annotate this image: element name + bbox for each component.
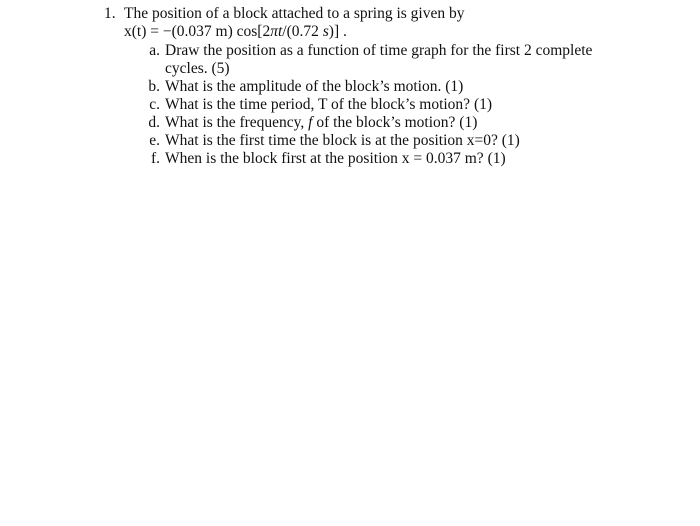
equation-lhs: x(t) = — [124, 23, 163, 40]
item-d-text-a: What is the frequency, — [165, 114, 309, 131]
item-e-text: What is the first time the block is at the position x=0? (1) — [165, 132, 520, 149]
item-d-letter: d. — [148, 114, 160, 131]
item-a-text-line2: cycles. (5) — [165, 60, 230, 77]
equation-pi-t: πt — [270, 23, 283, 40]
item-d-frequency-symbol: f — [308, 114, 313, 131]
position-equation — [124, 23, 347, 41]
question-text: The position of a block attached to a spring is given by — [124, 5, 465, 22]
item-f-letter: f. — [150, 150, 160, 167]
question-number: 1. — [104, 5, 116, 22]
equation-seconds: s — [322, 23, 329, 40]
item-a-text-line1: Draw the position as a function of time graph for the first 2 complete — [165, 42, 593, 59]
item-c-text: What is the time period, T of the block’s motion? (1) — [165, 96, 493, 113]
item-f-text: When is the block first at the position x = 0.037 m? (1) — [165, 150, 506, 167]
item-b-letter: b. — [148, 78, 160, 95]
equation-rhs-part-a: −(0.037 m) cos[2 — [162, 23, 271, 40]
item-a-letter: a. — [149, 42, 160, 59]
item-d-text-b: of the block’s motion? (1) — [312, 114, 478, 131]
item-d-text — [165, 114, 477, 132]
item-e-letter: e. — [149, 132, 160, 149]
equation-rhs-part-c: )] . — [328, 23, 347, 40]
equation-rhs-part-b: /(0.72 — [282, 23, 323, 40]
item-c-letter: c. — [149, 96, 160, 113]
item-b-text: What is the amplitude of the block’s motion. (1) — [165, 78, 464, 95]
